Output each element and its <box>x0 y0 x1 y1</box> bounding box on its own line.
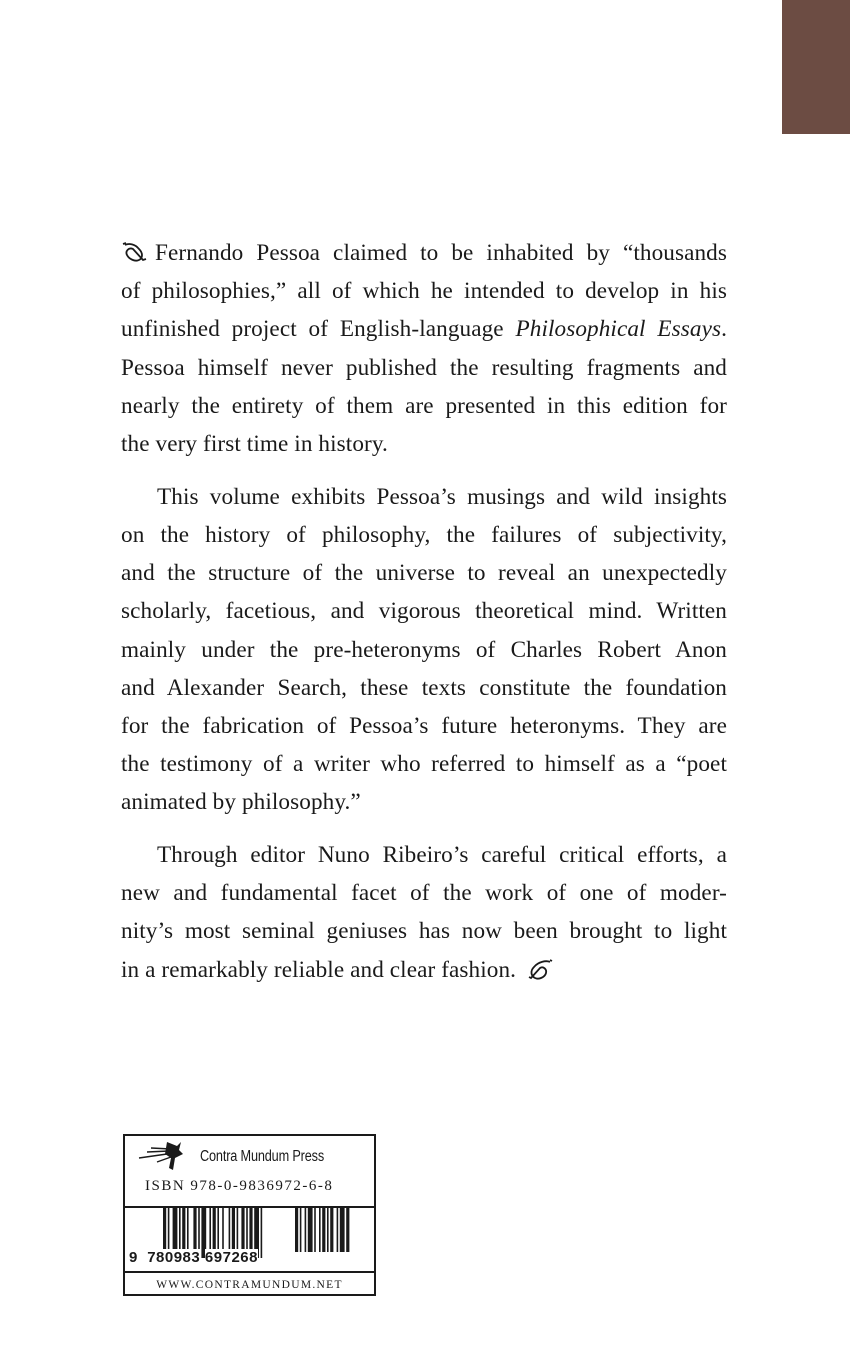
blurb-paragraph-1: Fernando Pessoa claimed to be inhabited by “thousands of philosophies,” all of which he intended to develop in his unfinished project of English-language Philosophical Essays. Pessoa himself never published the resulting fragments and nearly the entirety of them are presented in this edition for the very first time in history. <box>121 240 728 458</box>
barcode-bar <box>305 1208 307 1252</box>
isbn-number: ISBN 978-0-9836972-6-8 <box>145 1178 334 1194</box>
barcode-digits: 9 780983 697268 <box>129 1249 258 1266</box>
isbn-barcode-box <box>123 1134 376 1296</box>
barcode-bar <box>337 1208 339 1252</box>
publisher-website: WWW.CONTRAMUNDUM.NET <box>156 1279 343 1291</box>
publisher-name: Contra Mundum Press <box>200 1148 325 1165</box>
leaf-ornament-icon <box>121 241 147 263</box>
barcode-bar <box>295 1208 298 1252</box>
barcode-bar <box>340 1208 345 1252</box>
bird-logo-icon <box>137 1140 195 1176</box>
blurb-paragraph-2: This volume exhibits Pessoa’s musings and wild insights on the history of philosophy, the failures of subjectivity, and the structure of the universe to reveal an unexpectedly scholarly, facetious, and vigorous theoretical mind. Written mainly under the pre-heteronyms of Charles Robert Anon and Alexander Search, these texts constitute the foundation for the fabrication of Pessoa’s future heteronyms. They are the testimony of a writer who referred to himself as a “poet animated by philosophy.” <box>121 483 727 816</box>
leaf-ornament-reversed-icon <box>528 958 554 982</box>
barcode-bar <box>327 1208 329 1252</box>
barcode-bar <box>261 1208 263 1258</box>
barcode-bar <box>308 1208 313 1252</box>
book-title: Philosophical Essays <box>515 316 722 343</box>
blurb-paragraph-3: Through editor Nuno Ribeiro’s careful critical efforts, a new and fundamental facet of the work of one of moder- nity’s most seminal geniuses has now been brought to light in a remarkably reliable and clear fashion. <box>121 842 727 983</box>
barcode-bar <box>300 1208 302 1252</box>
barcode-bar <box>322 1208 325 1252</box>
back-cover-blurb <box>121 234 727 1003</box>
barcode-bar <box>330 1208 333 1252</box>
barcode-bar <box>319 1208 321 1252</box>
spine-color-tab <box>782 0 850 134</box>
barcode-bar <box>314 1208 316 1252</box>
barcode-bar <box>346 1208 349 1252</box>
